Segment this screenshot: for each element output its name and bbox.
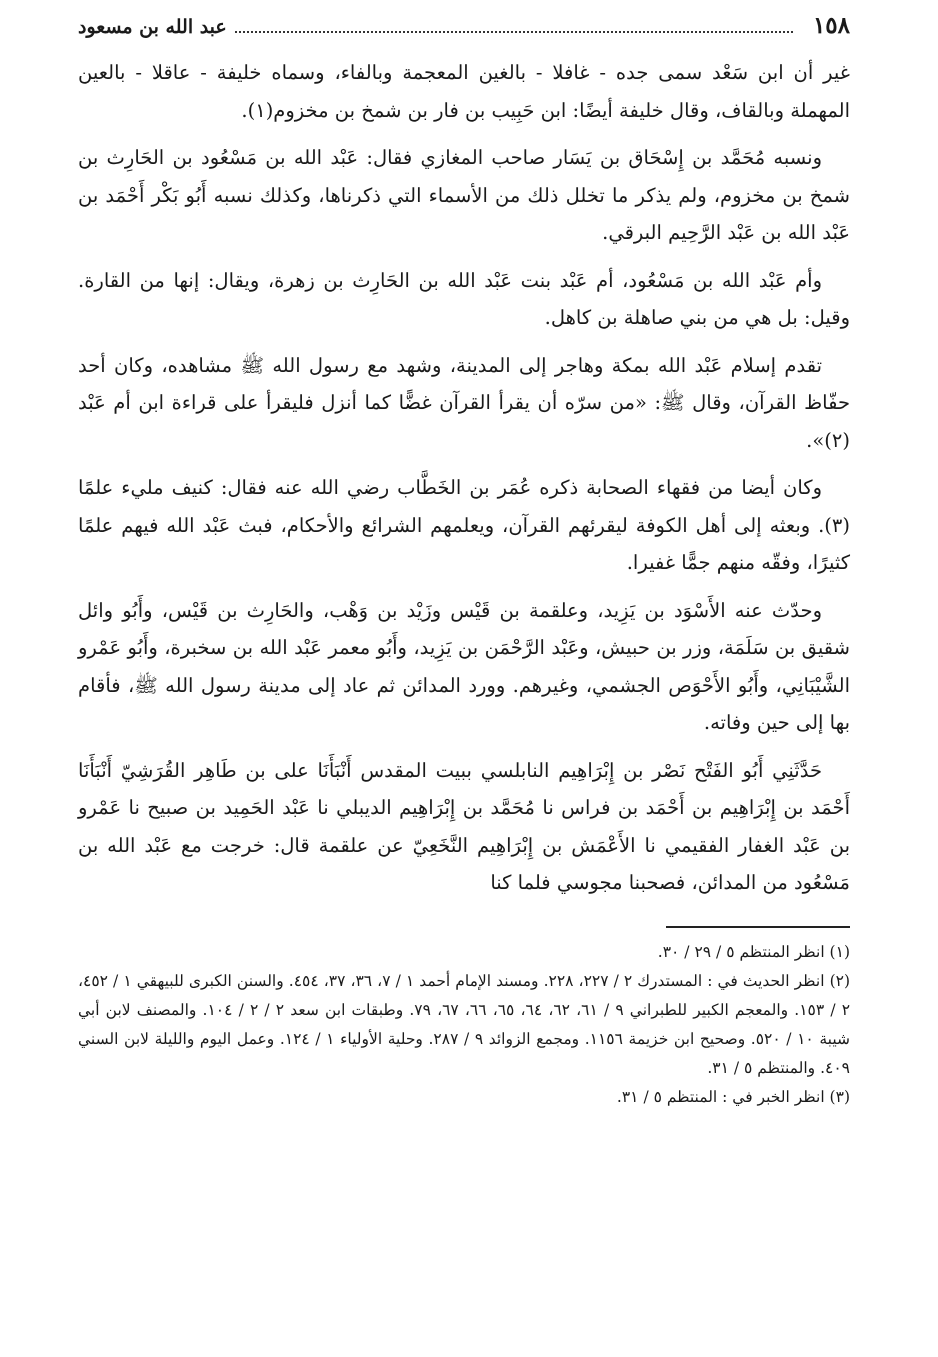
footnote-1: (١) انظر المنتظم ٥ / ٢٩ / ٣٠. <box>657 942 850 961</box>
footnote-2: (٢) انظر الحديث في : المستدرك ٢ / ٢٢٧، ٢٢٨. ومسند الإمام أحمد ١ / ٧، ٣٦، ٣٧، ٤٥٤. والسنن الكبرى للبيهقي ١ / ٤٥٢، ٢ / ١٥٣. والمعجم الكبير للطبراني ٩ / ٦١، ٦٢، ٦٤، ٦٥، ٦٦، ٦٧، ٧٩. وطبقات ابن سعد ٢ / ٢ / ١٠٤. والمصنف لابن أبي شيبة ١٠ / ٥٢٠. وصحيح ابن خزيمة ١١٥٦. ومجمع الزوائد ٩ / ٢٨٧. وحلية الأولياء ١ / ١٢٤. وعمل اليوم والليلة لابن السني ٤٠٩. والمنتظم ٥ / ٣١. <box>78 971 851 1077</box>
paragraph-lineage-continuation: غير أن ابن سَعْد سمى جده - غافلا - بالغين المعجمة وبالفاء، وسماه خليفة - عاقلا - بالعين المهملة وبالقاف، وقال خليفة أيضًا: ابن حَبِيب بن فار بن شمخ بن مخزوم(١). <box>78 61 850 122</box>
paragraph-islam-and-hijra: تقدم إسلام عَبْد الله بمكة وهاجر إلى المدينة، وشهد مع رسول الله ﷺ مشاهده، وكان أحد حفّاظ القرآن، وقال ﷺ: «من سرّه أن يقرأ القرآن غضًّا كما أنزل فليقرأ على قراءة ابن أم عَبْد (٢)». <box>78 353 850 452</box>
paragraph-narrators: وحدّث عنه الأَسْوَد بن يَزِيد، وعلقمة بن قَيْس وزَيْد بن وَهْب، والحَارِث بن قَيْس، وأَبُو وائل شقيق بن سَلَمَة، وزر بن حبيش، وعَبْد الرَّحْمَن بن يَزِيد، وأَبُو معمر عَبْد الله بن سخبرة، وأَبُو عَمْرو الشَّيْبَانِي، وأَبُو الأَحْوَص الجشمي، وغيرهم. وورد المدائن ثم عاد إلى مدينة رسول الله ﷺ، فأقام بها إلى حين وفاته. <box>78 598 850 734</box>
paragraph-fiqh-and-kufa: وكان أيضا من فقهاء الصحابة ذكره عُمَر بن الخَطَّاب رضي الله عنه فقال: كنيف مليء علمًا (٣). وبعثه إلى أهل الكوفة ليقرئهم القرآن، ويعلمهم الشرائع والأحكام، فبث عَبْد الله فيهم علمًا كثيرًا، وفقّه منهم جمًّا غفيرا. <box>78 476 850 574</box>
paragraph-ibn-ishaq-lineage: ونسبه مُحَمَّد بن إِسْحَاق بن يَسَار صاحب المغازي فقال: عَبْد الله بن مَسْعُود بن الحَارِث بن شمخ بن مخزوم، ولم يذكر ما تخلل ذلك من الأسماء التي ذكرناها، وكذلك نسبه أَبُو بَكْر أَحْمَد بن عَبْد الله بن عَبْد الرَّحِيم البرقي. <box>78 146 850 244</box>
page-number: ١٥٨ <box>812 12 850 39</box>
dotted-leader <box>235 31 793 33</box>
book-page <box>78 12 850 1112</box>
paragraph-mother: وأم عَبْد الله بن مَسْعُود، أم عَبْد بنت عَبْد الله بن الحَارِث بن زهرة، ويقال: إنها من القارة. وقيل: بل هي من بني صاهلة بن كاهل. <box>78 268 850 329</box>
body-text <box>78 54 850 902</box>
paragraph-isnad: حَدَّثَنِي أَبُو الفَتْح نَصْر بن إِبْرَاهِيم النابلسي ببيت المقدس أَنْبَأَنَا على بن طَاهِر القُرَشِيّ أَنْبَأَنَا أَحْمَد بن إِبْرَاهِيم بن أَحْمَد بن فراس نا مُحَمَّد بن إِبْرَاهِيم الديبلي نا عَبْد الحَمِيد بن صبيح نا عَمْرو بن عَبْد الغفار الفقيمي نا الأَعْمَش بن إِبْرَاهِيم النَّخَعِيّ عن علقمة قال: خرجت مع عَبْد الله بن مَسْعُود من المدائن، فصحبنا مجوسي فلما كنا <box>78 758 850 894</box>
footnote-separator <box>666 926 850 928</box>
footnote-3: (٣) انظر الخبر في : المنتظم ٥ / ٣١. <box>616 1087 850 1106</box>
footnotes <box>78 938 850 1112</box>
running-title: عبد الله بن مسعود <box>78 16 227 38</box>
running-head <box>78 12 850 52</box>
